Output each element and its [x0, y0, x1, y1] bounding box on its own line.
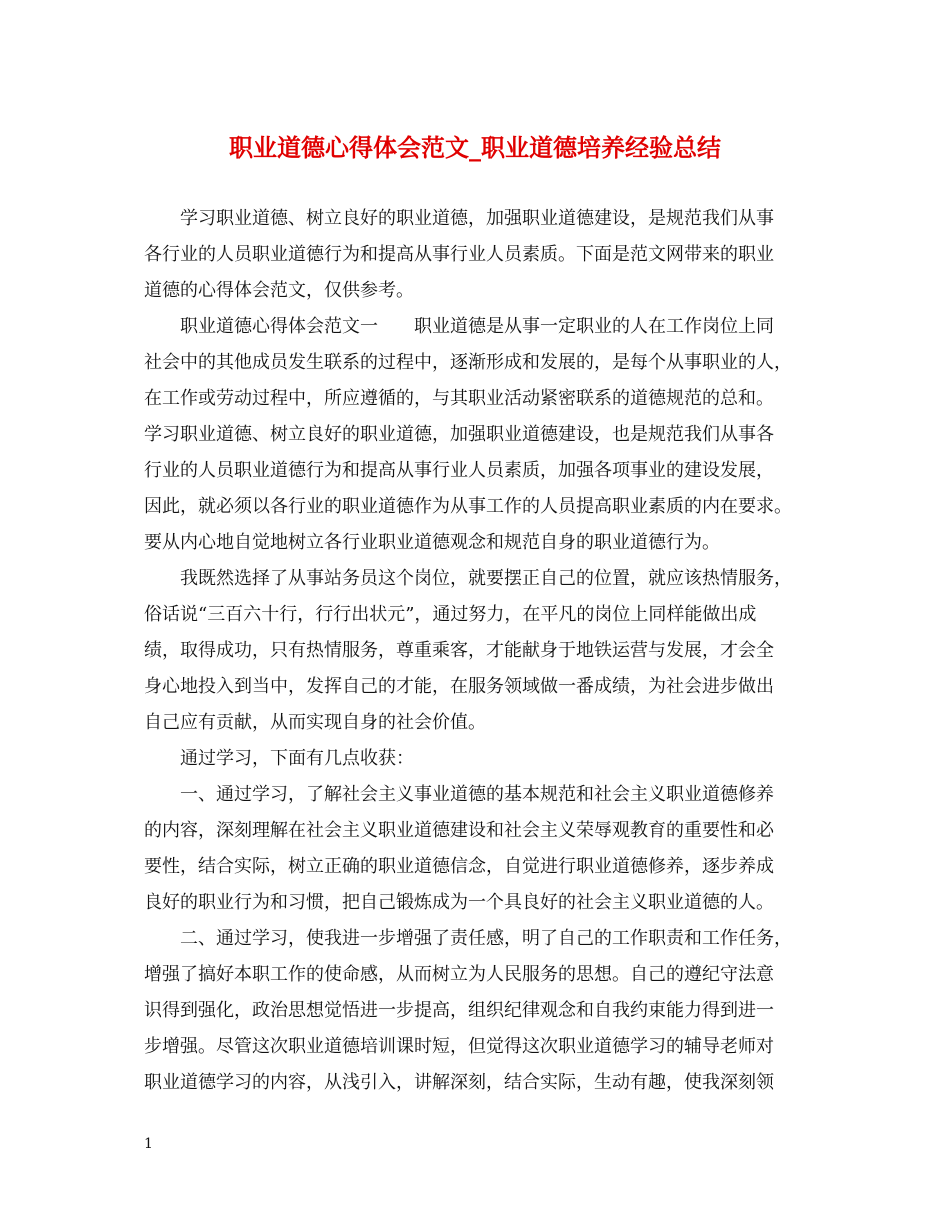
paragraph-line: 俗话说“三百六十行，行行出状元”，通过努力，在平凡的岗位上同样能做出成: [144, 604, 757, 625]
paragraph-line: 绩，取得成功，只有热情服务，尊重乘客，才能献身于地铁运营与发展，才会全: [144, 640, 774, 661]
paragraph-line: 身心地投入到当中，发挥自己的才能，在服务领域做一番成绩，为社会进步做出: [144, 676, 774, 697]
paragraph-line: 在工作或劳动过程中，所应遵循的，与其职业活动紧密联系的道德规范的总和。: [144, 388, 774, 409]
paragraph-line: 要从内心地自觉地树立各行业职业道德观念和规范自身的职业道德行为。: [144, 532, 720, 553]
page-number: 1: [144, 1136, 153, 1152]
paragraph-line: 自己应有贡献，从而实现自身的社会价值。: [144, 712, 486, 733]
paragraph-line: 识得到强化，政治思想觉悟进一步提高，组织纪律观念和自我约束能力得到进一: [144, 1000, 774, 1021]
paragraph-line: 学习职业道德、树立良好的职业道德，加强职业道德建设，是规范我们从事: [180, 208, 774, 229]
paragraph-line: 各行业的人员职业道德行为和提高从事行业人员素质。下面是范文网带来的职业: [144, 244, 774, 265]
paragraph-line: 要性，结合实际，树立正确的职业道德信念，自觉进行职业道德修养，逐步养成: [144, 856, 774, 877]
paragraph-line: 职业道德学习的内容，从浅引入，讲解深刻，结合实际，生动有趣，使我深刻领: [144, 1072, 774, 1093]
paragraph-line: 二、通过学习，使我进一步增强了责任感，明了自己的工作职责和工作任务，: [180, 928, 792, 949]
paragraph-line: 一、通过学习，了解社会主义事业道德的基本规范和社会主义职业道德修养: [180, 784, 774, 805]
paragraph-line: 行业的人员职业道德行为和提高从事行业人员素质，加强各项事业的建设发展，: [144, 460, 774, 481]
paragraph-line: 道德的心得体会范文，仅供参考。: [144, 280, 414, 301]
paragraph-line: 因此，就必须以各行业的职业道德作为从事工作的人员提高职业素质的内在要求。: [144, 496, 792, 517]
paragraph-line: 步增强。尽管这次职业道德培训课时短，但觉得这次职业道德学习的辅导老师对: [144, 1036, 774, 1057]
paragraph-line: 通过学习，下面有几点收获：: [180, 748, 414, 769]
paragraph-line: 我既然选择了从事站务员这个岗位，就要摆正自己的位置，就应该热情服务，: [180, 568, 792, 589]
paragraph-line: 社会中的其他成员发生联系的过程中，逐渐形成和发展的，是每个从事职业的人，: [144, 352, 792, 373]
paragraph-line: 学习职业道德、树立良好的职业道德，加强职业道德建设，也是规范我们从事各: [144, 424, 774, 445]
paragraph-line: 良好的职业行为和习惯，把自己锻炼成为一个具良好的社会主义职业道德的人。: [144, 892, 774, 913]
paragraph-line: 增强了搞好本职工作的使命感，从而树立为人民服务的思想。自己的遵纪守法意: [144, 964, 774, 985]
document-title: 职业道德心得体会范文_职业道德培养经验总结: [229, 133, 721, 162]
paragraph-line: 的内容，深刻理解在社会主义职业道德建设和社会主义荣辱观教育的重要性和必: [144, 820, 774, 841]
paragraph-line: 职业道德心得体会范文一 职业道德是从事一定职业的人在工作岗位上同: [180, 316, 774, 337]
